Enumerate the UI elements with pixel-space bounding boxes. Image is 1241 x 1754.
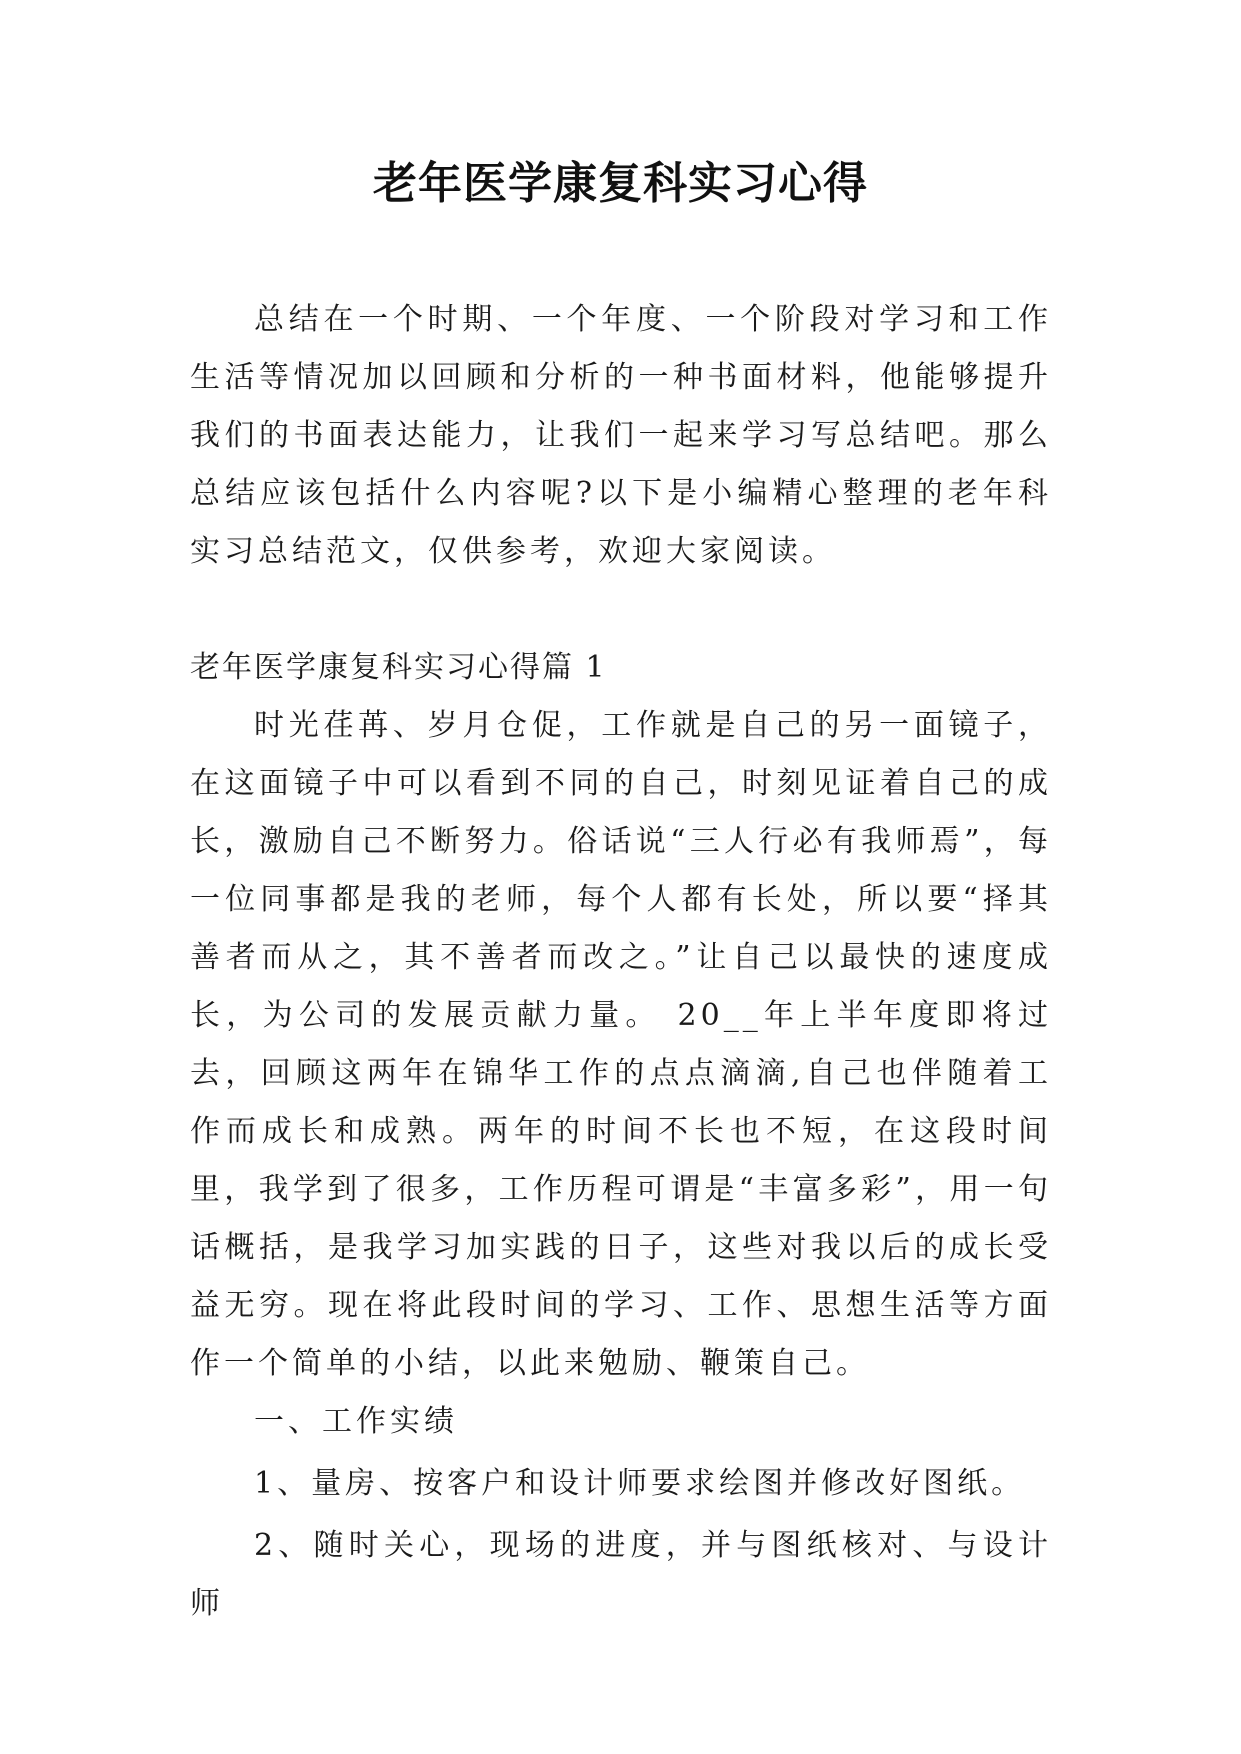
list-item: 2、随时关心，现场的进度，并与图纸核对、与设计师 (190, 1528, 1052, 1621)
document-body (190, 291, 1052, 1633)
document-title: 老年医学康复科实习心得 (373, 158, 868, 209)
list-item: 1、量房、按客户和设计师要求绘图并修改好图纸。 (254, 1466, 1026, 1501)
subheading-work-results: 一、工作实绩 (254, 1404, 458, 1439)
body-paragraph: 时光荏苒、岁月仓促，工作就是自己的另一面镜子，在这面镜子中可以看到不同的自己，时刻见证着自己的成长，激励自己不断努力。俗话说“三人行必有我师焉”，每一位同事都是我的老师，每个人都有长处，所以要“择其善者而从之，其不善者而改之。”让自己以最快的速度成长，为公司的发展贡献力量。 20__年上半年度即将过去，回顾这两年在锦华工作的点点滴滴,自己也伴随着工作而成长和成熟。两年的时间不长也不短，在这段时间里，我学到了很多，工作历程可谓是“丰富多彩”，用一句话概括，是我学习加实践的日子，这些对我以后的成长受益无穷。现在将此段时间的学习、工作、思想生活等方面作一个简单的小结，以此来勉励、鞭策自己。 (190, 708, 1052, 1381)
intro-paragraph: 总结在一个时期、一个年度、一个阶段对学习和工作生活等情况加以回顾和分析的一种书面材料，他能够提升我们的书面表达能力，让我们一起来学习写总结吧。那么总结应该包括什么内容呢?以下是小编精心整理的老年科实习总结范文，仅供参考，欢迎大家阅读。 (190, 302, 1052, 569)
section-title: 老年医学康复科实习心得篇 1 (190, 650, 607, 685)
